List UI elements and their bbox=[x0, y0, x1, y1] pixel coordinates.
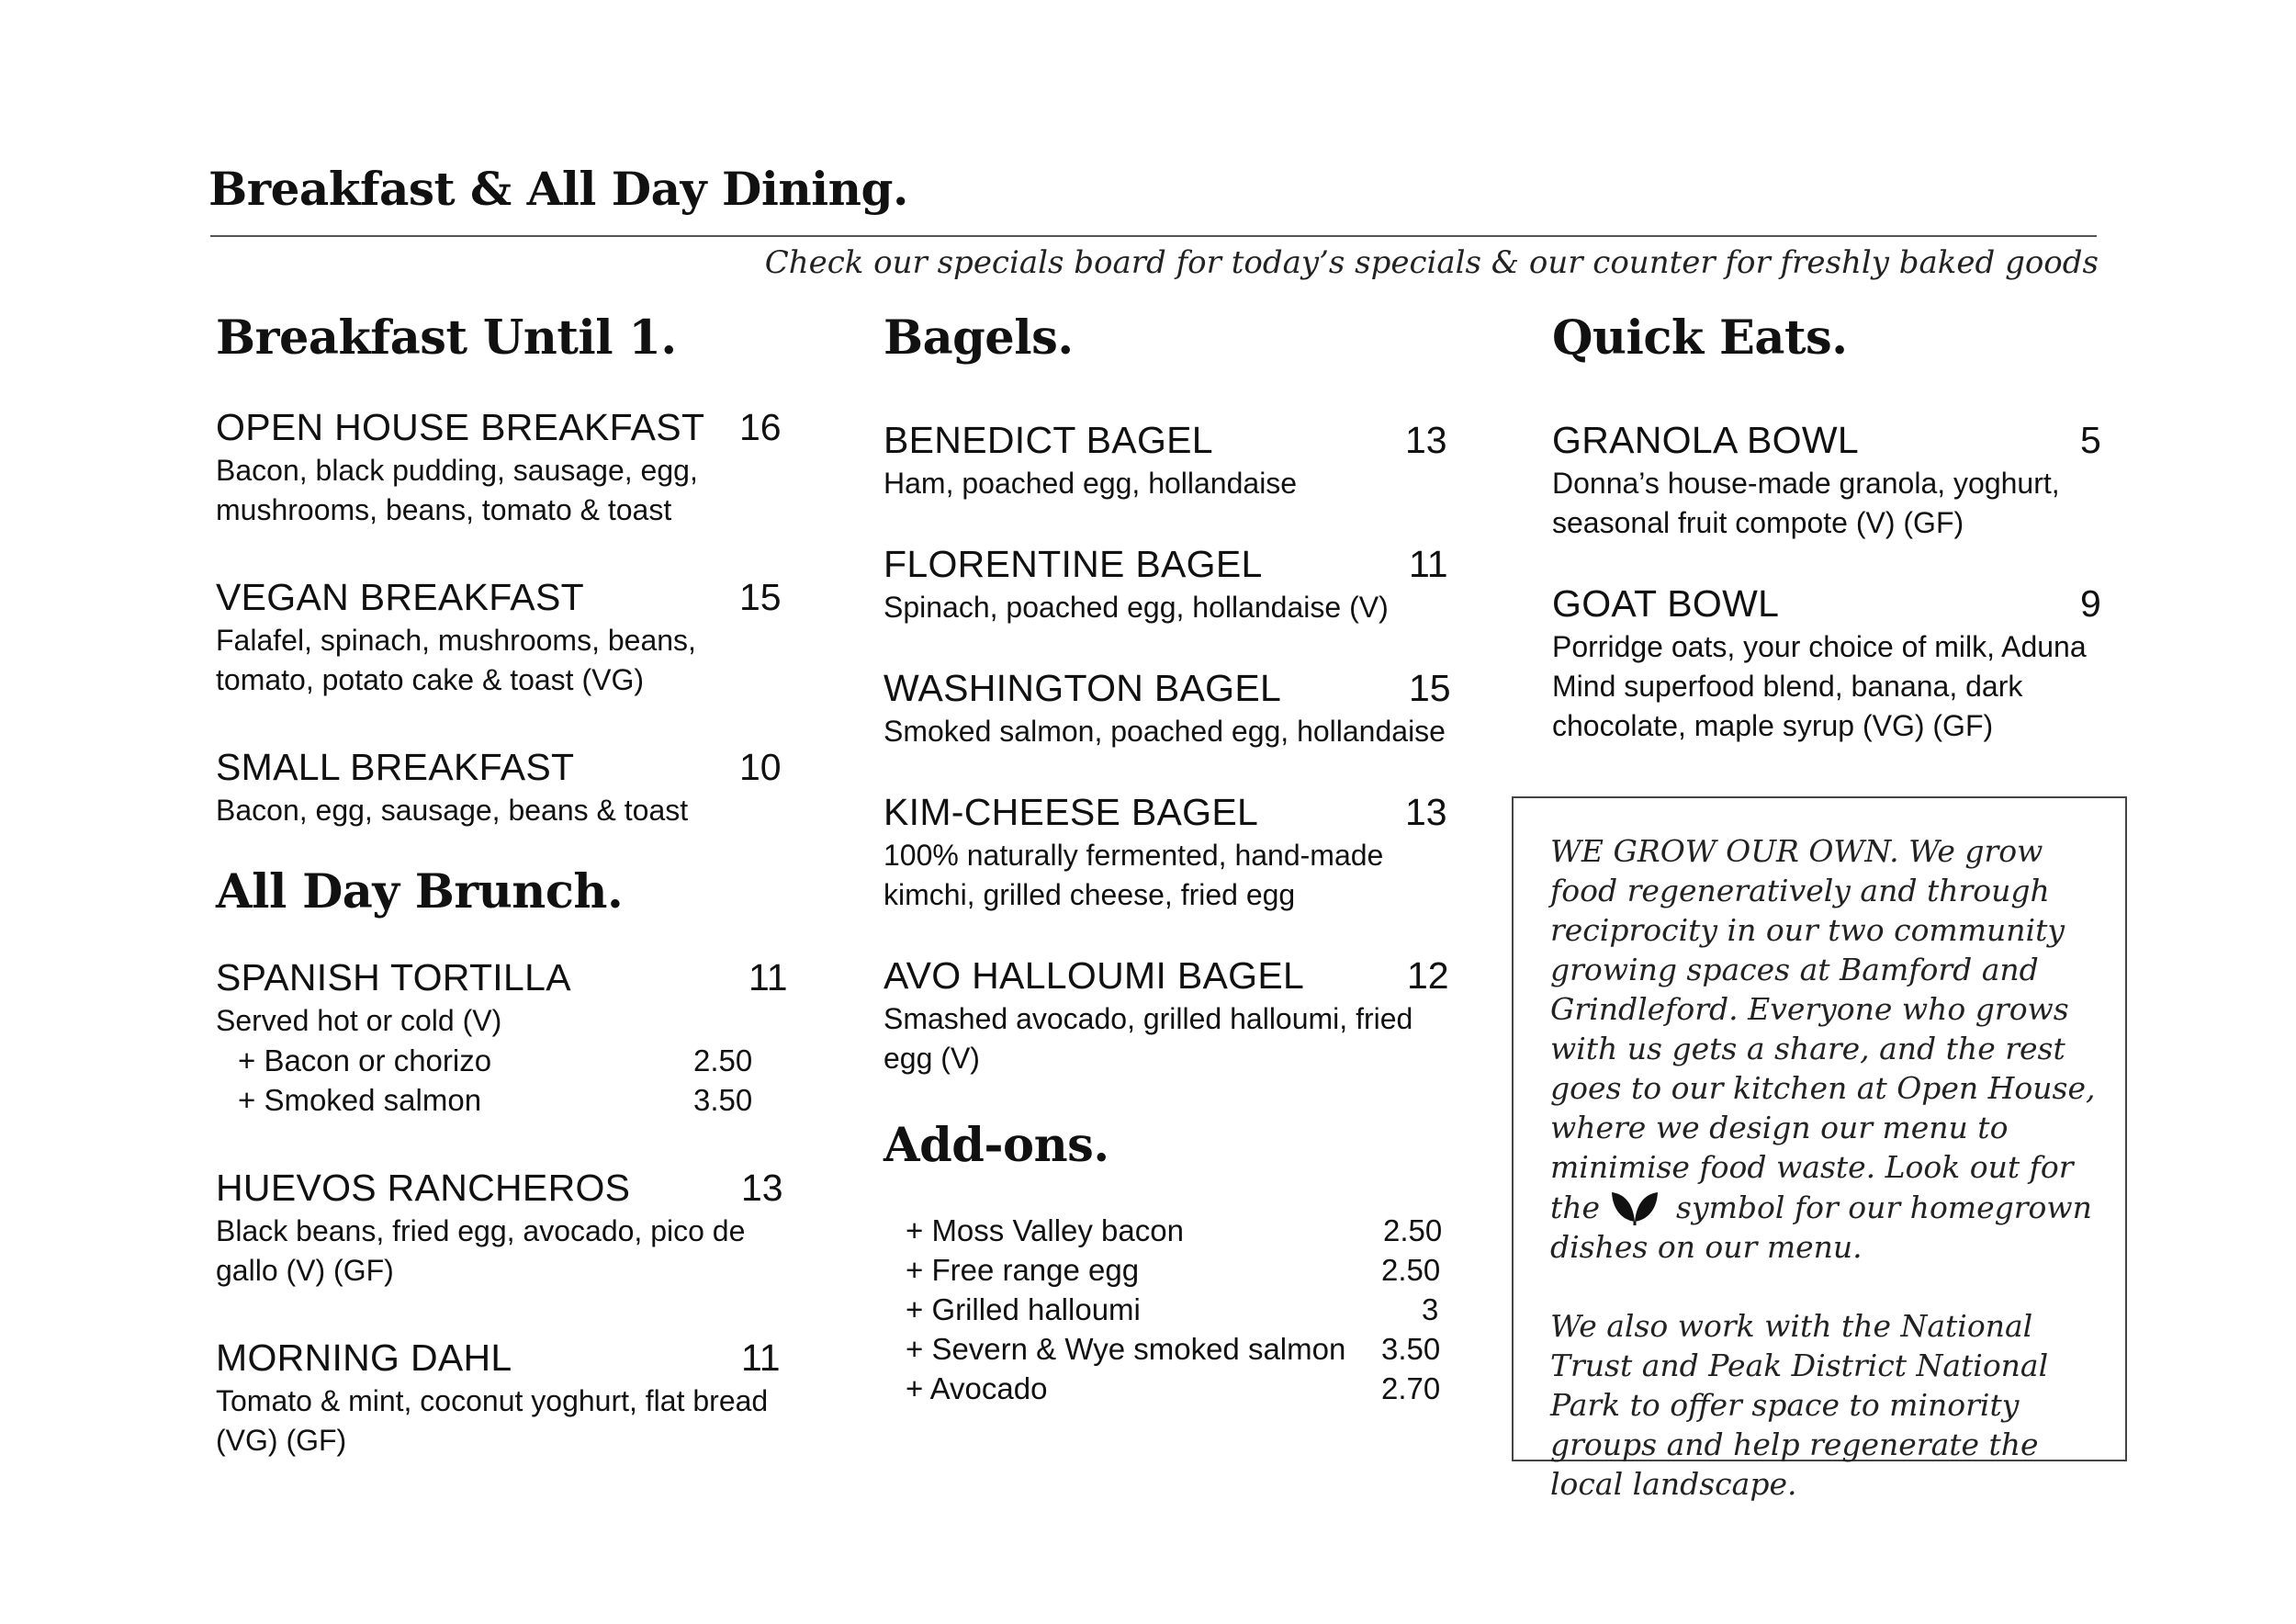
info-text: symbol for our homegrown dishes on our menu. bbox=[1550, 1190, 2092, 1265]
item-name: WASHINGTON BAGEL bbox=[884, 667, 1282, 709]
item-name: GOAT BOWL bbox=[1552, 582, 1780, 625]
addon-row bbox=[906, 1290, 1453, 1329]
menu-item bbox=[1552, 580, 2108, 746]
addon-label: + Avocado bbox=[906, 1371, 1048, 1405]
grow-our-own-box bbox=[1512, 796, 2127, 1502]
item-price: 5 bbox=[2080, 419, 2101, 461]
leaf-icon bbox=[1610, 1187, 1660, 1225]
option-price: 3.50 bbox=[693, 1083, 753, 1117]
option-label: + Smoked salmon bbox=[238, 1083, 482, 1117]
item-price: 13 bbox=[1405, 791, 1447, 833]
menu-item bbox=[884, 540, 1453, 627]
menu-item bbox=[884, 788, 1453, 915]
addon-price: 2.70 bbox=[1381, 1371, 1441, 1405]
item-name: MORNING DAHL bbox=[216, 1336, 512, 1379]
item-description: Ham, poached egg, hollandaise bbox=[884, 467, 1298, 500]
item-description: Smashed avocado, grilled halloumi, fried egg (V) bbox=[884, 1002, 1413, 1075]
section-heading-brunch: All Day Brunch. bbox=[216, 864, 624, 919]
addon-price: 2.50 bbox=[1381, 1253, 1441, 1287]
section-heading-addons: Add-ons. bbox=[884, 1118, 1109, 1173]
item-price: 13 bbox=[1405, 419, 1447, 461]
option-row bbox=[216, 1041, 785, 1080]
item-name: VEGAN BREAKFAST bbox=[216, 576, 584, 618]
title-divider bbox=[210, 235, 2097, 237]
item-description: Black beans, fried egg, avocado, pico de gallo (V) (GF) bbox=[216, 1214, 746, 1287]
item-price: 11 bbox=[1409, 543, 1448, 585]
page-subtitle: Check our specials board for today’s specials & our counter for freshly baked goods bbox=[764, 244, 2099, 281]
item-price: 15 bbox=[1409, 667, 1451, 709]
option-label: + Bacon or chorizo bbox=[238, 1043, 492, 1077]
addon-label: + Grilled halloumi bbox=[906, 1292, 1141, 1326]
item-description: 100% naturally fermented, hand-made kimchi, grilled cheese, fried egg bbox=[884, 839, 1384, 911]
menu-item bbox=[216, 403, 782, 530]
option-price: 2.50 bbox=[693, 1043, 753, 1077]
item-description: Spinach, poached egg, hollandaise (V) bbox=[884, 591, 1389, 624]
column-breakfast-brunch bbox=[216, 308, 788, 1460]
item-description: Falafel, spinach, mushrooms, beans, tomato, potato cake & toast (VG) bbox=[216, 624, 696, 696]
item-price: 11 bbox=[741, 1336, 781, 1379]
item-description: Bacon, black pudding, sausage, egg, mushrooms, beans, tomato & toast bbox=[216, 454, 698, 526]
menu-item bbox=[884, 952, 1453, 1078]
item-name: SPANISH TORTILLA bbox=[216, 956, 571, 998]
addon-row bbox=[906, 1211, 1453, 1250]
section-heading-quick-eats: Quick Eats. bbox=[1552, 310, 1848, 366]
section-heading-breakfast: Breakfast Until 1. bbox=[216, 310, 677, 366]
info-paragraph: We also work with the National Trust and Peak District National Park to offer space to minority groups and help regenerate the local landscape. bbox=[1550, 1308, 2049, 1502]
item-description: Tomato & mint, coconut yoghurt, flat bread (VG) (GF) bbox=[216, 1384, 769, 1457]
addons-list bbox=[884, 1211, 1453, 1408]
addon-price: 3 bbox=[1422, 1292, 1439, 1326]
item-price: 13 bbox=[741, 1167, 783, 1209]
addon-price: 2.50 bbox=[1383, 1213, 1443, 1247]
item-price: 11 bbox=[748, 956, 788, 998]
addon-label: + Free range egg bbox=[906, 1253, 1140, 1287]
info-paragraph bbox=[1550, 831, 2098, 1267]
addon-row bbox=[906, 1329, 1453, 1369]
item-description: Bacon, egg, sausage, beans & toast bbox=[216, 794, 689, 827]
addon-price: 3.50 bbox=[1381, 1332, 1441, 1366]
item-name: GRANOLA BOWL bbox=[1552, 419, 1859, 461]
item-price: 10 bbox=[739, 746, 782, 788]
item-name: SMALL BREAKFAST bbox=[216, 746, 575, 788]
info-text: WE GROW OUR OWN. We grow food regeneratively and through reciprocity in our two community growing spaces at Bamford and Grindleford. Everyone who grows with us gets a share, and the rest goes to our kitchen at Open House, where we design our menu to minimise food waste. Look out for the bbox=[1550, 833, 2096, 1225]
section-heading-bagels: Bagels. bbox=[884, 310, 1074, 366]
addon-row bbox=[906, 1369, 1453, 1408]
item-price: 12 bbox=[1407, 954, 1449, 997]
menu-item bbox=[1552, 416, 2108, 543]
item-description: Donna’s house-made granola, yoghurt, seasonal fruit compote (V) (GF) bbox=[1552, 467, 2060, 539]
item-name: OPEN HOUSE BREAKFAST bbox=[216, 406, 705, 448]
item-price: 15 bbox=[739, 576, 782, 618]
menu-item bbox=[216, 1164, 785, 1291]
option-row bbox=[216, 1080, 785, 1120]
menu-item bbox=[216, 743, 785, 830]
item-description: Porridge oats, your choice of milk, Aduna Mind superfood blend, banana, dark chocolate, maple syrup (VG) (GF) bbox=[1552, 630, 2087, 742]
item-name: KIM-CHEESE BAGEL bbox=[884, 791, 1259, 833]
menu-item bbox=[884, 664, 1453, 751]
addon-label: + Severn & Wye smoked salmon bbox=[906, 1332, 1346, 1366]
column-bagels-addons bbox=[884, 308, 1453, 1408]
menu-item bbox=[216, 573, 785, 700]
menu-item bbox=[884, 416, 1453, 503]
addon-row bbox=[906, 1250, 1453, 1290]
page-title: Breakfast & All Day Dining. bbox=[208, 162, 908, 216]
addon-label: + Moss Valley bacon bbox=[906, 1213, 1184, 1247]
item-price: 9 bbox=[2080, 582, 2101, 625]
item-description: Smoked salmon, poached egg, hollandaise bbox=[884, 715, 1446, 748]
item-name: HUEVOS RANCHEROS bbox=[216, 1167, 631, 1209]
item-name: AVO HALLOUMI BAGEL bbox=[884, 954, 1305, 997]
item-name: BENEDICT BAGEL bbox=[884, 419, 1213, 461]
column-quick-eats bbox=[1552, 308, 2108, 746]
item-name: FLORENTINE BAGEL bbox=[884, 543, 1263, 585]
menu-item bbox=[216, 953, 788, 1120]
item-price: 16 bbox=[739, 406, 782, 448]
menu-item bbox=[216, 1334, 785, 1460]
item-description: Served hot or cold (V) bbox=[216, 1004, 502, 1037]
